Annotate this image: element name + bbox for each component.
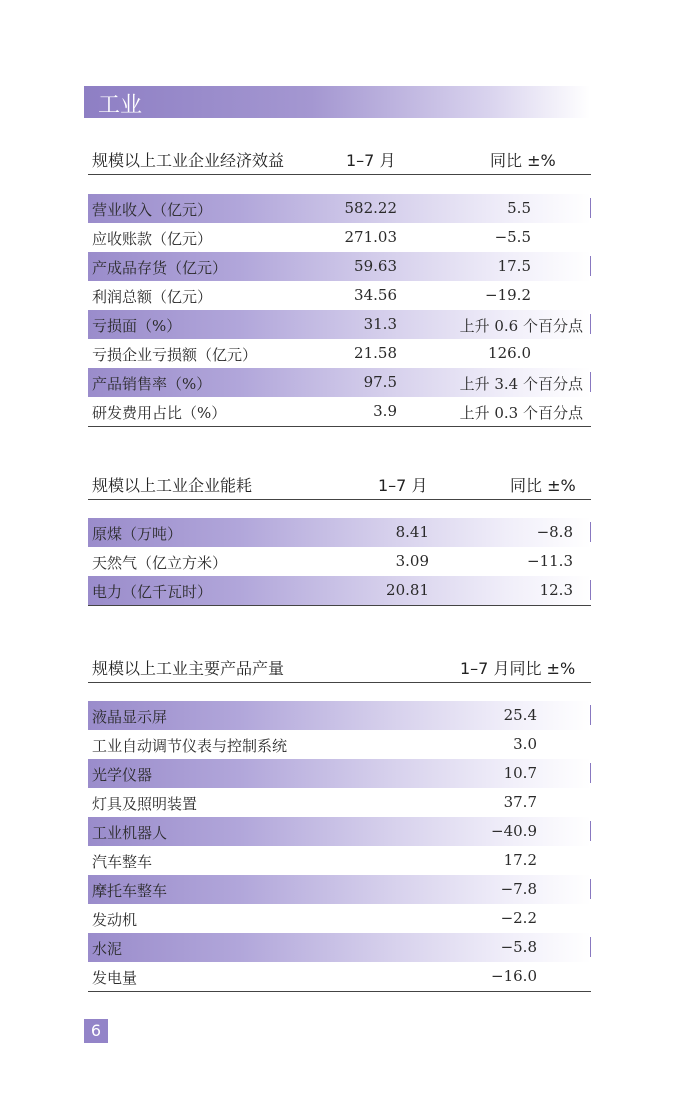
economic-benefit-table xyxy=(88,144,591,175)
row-change: 17.2 xyxy=(503,851,537,869)
row-value: 59.63 xyxy=(354,257,397,275)
row-change: 37.7 xyxy=(503,793,537,811)
row-value: 20.81 xyxy=(386,581,429,599)
row-change: −2.2 xyxy=(500,909,537,927)
row-label: 灯具及照明装置 xyxy=(92,795,198,813)
row-label: 发电量 xyxy=(92,969,138,987)
row-label: 工业自动调节仪表与控制系统 xyxy=(92,737,288,755)
row-label: 摩托车整车 xyxy=(92,882,168,900)
row-change: −7.8 xyxy=(500,880,537,898)
row-change: −16.0 xyxy=(491,967,537,985)
compare-header: 同比 ±% xyxy=(490,151,556,170)
table-row xyxy=(88,933,591,962)
row-label: 研发费用占比（%） xyxy=(92,404,227,422)
period-header: 1–7 月 xyxy=(346,151,396,170)
table-title: 规模以上工业主要产品产量 xyxy=(92,659,285,678)
row-change: 上升 3.4 个百分点 xyxy=(459,375,583,393)
table-row xyxy=(88,759,591,788)
table-row xyxy=(88,875,591,904)
row-label: 亏损企业亏损额（亿元） xyxy=(92,346,258,364)
row-label: 水泥 xyxy=(92,940,123,958)
row-change: 25.4 xyxy=(503,706,537,724)
row-value: 34.56 xyxy=(354,286,397,304)
row-label: 发动机 xyxy=(92,911,138,929)
row-label: 工业机器人 xyxy=(92,824,168,842)
row-change: 上升 0.3 个百分点 xyxy=(459,404,583,422)
table-header xyxy=(88,469,591,500)
section-banner xyxy=(84,86,590,118)
row-change: 上升 0.6 个百分点 xyxy=(459,317,583,335)
row-change: −11.3 xyxy=(527,552,573,570)
table-row xyxy=(88,962,591,991)
row-label: 电力（亿千瓦时） xyxy=(92,583,213,601)
table-row xyxy=(88,518,591,547)
table-row xyxy=(88,194,591,223)
table-row xyxy=(88,576,591,605)
table-row xyxy=(88,817,591,846)
row-value: 97.5 xyxy=(363,373,397,391)
row-label: 营业收入（亿元） xyxy=(92,201,213,219)
row-label: 液晶显示屏 xyxy=(92,708,168,726)
row-value: 271.03 xyxy=(344,228,397,246)
row-change: 5.5 xyxy=(507,199,531,217)
row-change: −19.2 xyxy=(485,286,531,304)
section-title: 工业 xyxy=(98,93,143,118)
table-header xyxy=(88,652,591,683)
row-value: 582.22 xyxy=(344,199,397,217)
table-row xyxy=(88,310,591,339)
period-header: 1–7 月 xyxy=(378,476,428,495)
row-label: 汽车整车 xyxy=(92,853,153,871)
page-number: 6 xyxy=(84,1019,108,1043)
row-change: 12.3 xyxy=(539,581,573,599)
table-row xyxy=(88,339,591,368)
compare-header: 1–7 月同比 ±% xyxy=(460,659,576,678)
compare-header: 同比 ±% xyxy=(510,476,576,495)
table1-body xyxy=(88,194,591,427)
row-value: 21.58 xyxy=(354,344,397,362)
table3-body xyxy=(88,701,591,992)
row-label: 亏损面（%） xyxy=(92,317,182,335)
table-row xyxy=(88,281,591,310)
energy-consumption-table xyxy=(88,469,591,500)
row-label: 产成品存货（亿元） xyxy=(92,259,228,277)
row-change: 10.7 xyxy=(503,764,537,782)
table2-body xyxy=(88,518,591,606)
row-change: 17.5 xyxy=(497,257,531,275)
row-value: 31.3 xyxy=(363,315,397,333)
table-row xyxy=(88,223,591,252)
table-row xyxy=(88,846,591,875)
table-row xyxy=(88,397,591,426)
row-change: 3.0 xyxy=(513,735,537,753)
row-change: −8.8 xyxy=(536,523,573,541)
table-row xyxy=(88,252,591,281)
table-row xyxy=(88,701,591,730)
row-label: 利润总额（亿元） xyxy=(92,288,213,306)
table-row xyxy=(88,730,591,759)
row-value: 8.41 xyxy=(395,523,429,541)
row-label: 原煤（万吨） xyxy=(92,525,183,543)
table-title: 规模以上工业企业能耗 xyxy=(92,476,253,495)
table-header xyxy=(88,144,591,175)
row-value: 3.09 xyxy=(395,552,429,570)
row-change: −5.8 xyxy=(500,938,537,956)
table-row xyxy=(88,547,591,576)
row-value: 3.9 xyxy=(373,402,397,420)
row-label: 天然气（亿立方米） xyxy=(92,554,228,572)
row-change: −5.5 xyxy=(494,228,531,246)
row-label: 光学仪器 xyxy=(92,766,153,784)
main-products-table xyxy=(88,652,591,683)
table-row xyxy=(88,788,591,817)
row-change: −40.9 xyxy=(491,822,537,840)
row-change: 126.0 xyxy=(488,344,531,362)
row-label: 应收账款（亿元） xyxy=(92,230,213,248)
row-label: 产品销售率（%） xyxy=(92,375,212,393)
table-row xyxy=(88,904,591,933)
table-row xyxy=(88,368,591,397)
table-title: 规模以上工业企业经济效益 xyxy=(92,151,285,170)
